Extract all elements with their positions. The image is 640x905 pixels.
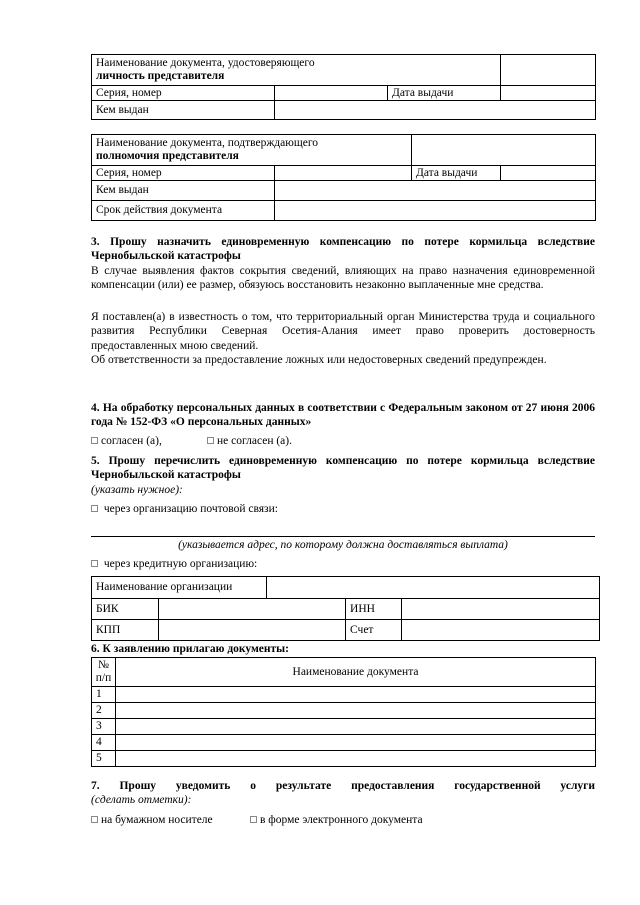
issued-by-label: Кем выдан (92, 181, 275, 201)
inn-label: ИНН (346, 599, 402, 620)
bik-label: БИК (92, 599, 159, 620)
section3-paragraph1: В случае выявления фактов сокрытия сведений, влияющих на право назначения единовременной компенсации (или) ее размер, обязуюсь восстановить незаконно выплаченные мне средства. (91, 265, 595, 292)
row-number: 5 (92, 751, 116, 767)
issued-by-label: Кем выдан (92, 101, 275, 120)
section5-heading: 5. Прошу перечислить единовременную компенсацию по потере кормильца вследствие Чернобыльской катастрофы (91, 455, 595, 482)
row-number: 3 (92, 719, 116, 735)
section6-heading: 6. К заявлению прилагаю документы: (91, 643, 289, 655)
issued-by-value[interactable] (275, 181, 596, 201)
address-line[interactable] (91, 536, 595, 537)
org-name-label: Наименование организации (92, 577, 267, 599)
paper-notification-option[interactable]: на бумажном носителе (91, 813, 213, 827)
rep-authority-doc-table (91, 134, 596, 221)
table-row (92, 751, 596, 767)
bank-details-table (91, 576, 600, 641)
account-value[interactable] (402, 620, 600, 641)
checkbox-icon[interactable] (91, 816, 98, 823)
section7-hint: (сделать отметки): (91, 794, 192, 806)
issue-date-label: Дата выдачи (412, 166, 501, 181)
inn-value[interactable] (402, 599, 600, 620)
consent-agree-option[interactable]: согласен (а), (91, 434, 162, 448)
rep-identity-doc-table (91, 54, 596, 120)
bik-value[interactable] (159, 599, 346, 620)
column-document-name-header: Наименование документа (116, 658, 596, 687)
issue-date-value[interactable] (501, 86, 596, 101)
series-number-value[interactable] (275, 86, 388, 101)
validity-value[interactable] (275, 201, 596, 221)
section5-hint: (указать нужное): (91, 484, 183, 496)
row-number: 2 (92, 703, 116, 719)
series-number-label: Серия, номер (92, 166, 275, 181)
series-number-value[interactable] (275, 166, 412, 181)
checkbox-icon[interactable] (207, 437, 214, 444)
rep-authority-doc-value[interactable] (412, 135, 596, 166)
rep-authority-doc-label: Наименование документа, подтверждающего полномочия представителя (92, 135, 412, 166)
checkbox-icon[interactable] (91, 437, 98, 444)
document-name-cell[interactable] (116, 735, 596, 751)
table-row (92, 719, 596, 735)
org-name-value[interactable] (267, 577, 600, 599)
rep-identity-doc-value[interactable] (501, 55, 596, 86)
document-name-cell[interactable] (116, 719, 596, 735)
checkbox-icon[interactable] (91, 560, 98, 567)
account-label: Счет (346, 620, 402, 641)
address-hint: (указывается адрес, по которому должна доставляться выплата) (178, 539, 508, 551)
table-row (92, 735, 596, 751)
consent-disagree-option[interactable]: не согласен (а). (207, 434, 292, 448)
document-name-cell[interactable] (116, 703, 596, 719)
column-number-header: № п/п (92, 658, 116, 687)
row-number: 1 (92, 687, 116, 703)
section3-paragraph3: Об ответственности за предоставление ложных или недостоверных сведений предупрежден. (91, 354, 547, 366)
table-row (92, 703, 596, 719)
issued-by-value[interactable] (275, 101, 596, 120)
rep-identity-doc-label: Наименование документа, удостоверяющего личность представителя (92, 55, 501, 86)
bank-option[interactable]: через кредитную организацию: (91, 557, 257, 571)
document-name-cell[interactable] (116, 687, 596, 703)
electronic-notification-option[interactable]: в форме электронного документа (250, 813, 423, 827)
checkbox-icon[interactable] (91, 505, 98, 512)
issue-date-value[interactable] (501, 166, 596, 181)
section7-heading: 7. Прошу уведомить о результате предоставления государственной услуги (91, 780, 595, 792)
validity-label: Срок действия документа (92, 201, 275, 221)
document-name-cell[interactable] (116, 751, 596, 767)
issue-date-label: Дата выдачи (388, 86, 501, 101)
attached-documents-table (91, 657, 596, 767)
section3-paragraph2: Я поставлен(а) в известность о том, что территориальный орган Министерства труда и социального развития Республики Северная Осетия-Алания имеет право проверить достоверность предоставленных мною сведений. (91, 311, 595, 352)
kpp-value[interactable] (159, 620, 346, 641)
checkbox-icon[interactable] (250, 816, 257, 823)
postal-option[interactable]: через организацию почтовой связи: (91, 502, 278, 516)
series-number-label: Серия, номер (92, 86, 275, 101)
kpp-label: КПП (92, 620, 159, 641)
table-row (92, 687, 596, 703)
section4-heading: 4. На обработку персональных данных в соответствии с Федеральным законом от 27 июня 2006 года № 152-ФЗ «О персональных данных» (91, 402, 595, 429)
row-number: 4 (92, 735, 116, 751)
section3-heading: 3. Прошу назначить единовременную компенсацию по потере кормильца вследствие Чернобыльской катастрофы (91, 236, 595, 263)
